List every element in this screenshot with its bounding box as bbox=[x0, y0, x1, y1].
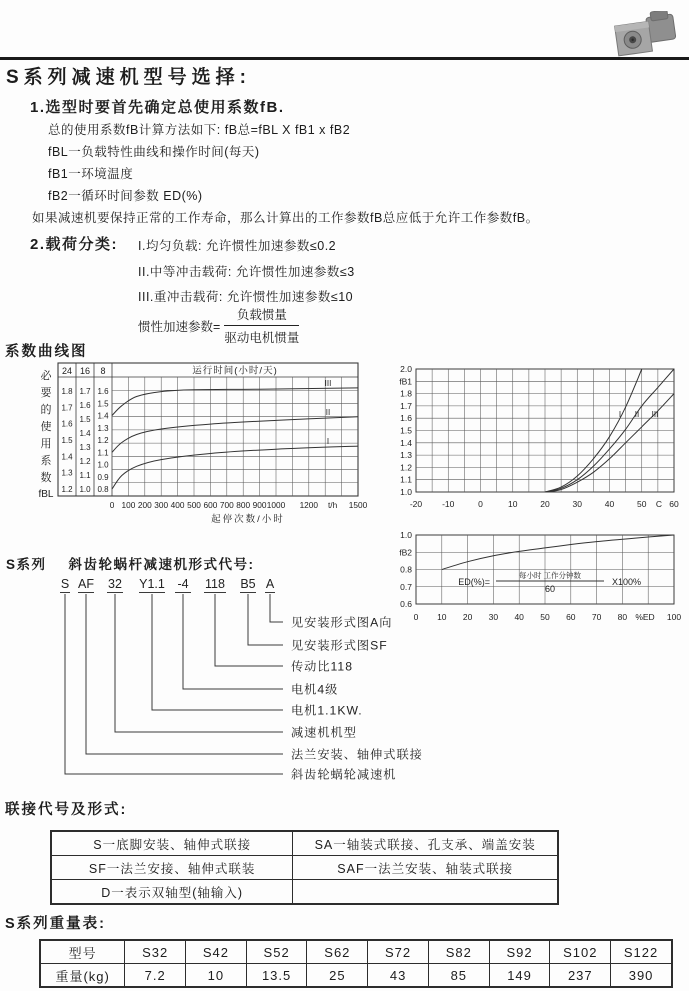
weight-table-wrap bbox=[39, 939, 673, 988]
fb1-temperature-chart bbox=[392, 357, 684, 517]
fbl-x-tick: 1200 bbox=[299, 500, 319, 510]
fb1-x-tick: -20 bbox=[409, 499, 423, 509]
fbl-scale-value: 1.1 bbox=[79, 471, 91, 480]
fb1-x-tick: 50 bbox=[637, 499, 647, 509]
fb1-x-tick: 30 bbox=[572, 499, 582, 509]
fbl-ylabel-char: 用 bbox=[40, 438, 52, 450]
fbl-scale-value: 1.7 bbox=[61, 403, 73, 413]
fb2-x-tick: 100 bbox=[666, 612, 682, 622]
fbl-scale-value: 1.0 bbox=[79, 485, 91, 494]
weight-header-cell: S82 bbox=[428, 941, 489, 964]
formula-fraction bbox=[224, 305, 299, 346]
fbl-scale-value: 1.5 bbox=[79, 415, 91, 424]
code-part: Y1.1 bbox=[139, 577, 165, 591]
fbl-scale-value: 1.6 bbox=[79, 401, 91, 410]
weight-value-cell: 390 bbox=[611, 964, 672, 987]
load-class-item: I.均匀负载: 允许惯性加速参数≤0.2 bbox=[138, 239, 337, 253]
fbl-curve-label: III bbox=[324, 379, 332, 388]
connection-cell: SA一轴装式联接、孔支承、端盖安装 bbox=[293, 832, 558, 856]
fbl-curve-III bbox=[112, 388, 358, 416]
fbl-x-tick: 500 bbox=[187, 500, 201, 510]
fbl-ylabel-char: 要 bbox=[40, 387, 52, 399]
fb2-y-tick: 0.6 bbox=[400, 599, 412, 609]
fan-leader-line bbox=[270, 594, 283, 622]
section1-note: 如果减速机要保持正常的工作寿命，那么计算出的工作参数fB总应低于允许工作参数fB。 bbox=[32, 211, 539, 225]
weight-header-cell: S52 bbox=[246, 941, 307, 964]
fb2-annotation-lhs: ED(%)= bbox=[458, 577, 490, 587]
fbl-ylabel-char: 使 bbox=[40, 421, 52, 433]
fb2-x-tick: 10 bbox=[437, 612, 447, 622]
connection-table-wrap bbox=[50, 830, 559, 905]
weight-header-cell: S62 bbox=[307, 941, 368, 964]
fbl-x-tick: t/h bbox=[327, 500, 338, 510]
fan-label: 电机4级 bbox=[291, 682, 339, 697]
section1-line: fBL一负载特性曲线和操作时间(每天) bbox=[48, 145, 260, 159]
fbl-ylabel bbox=[38, 369, 53, 500]
fbl-curve-label: I bbox=[326, 437, 330, 446]
connection-cell: SF一法兰安接、轴伸式联装 bbox=[52, 856, 293, 880]
weight-header-cell: S42 bbox=[186, 941, 247, 964]
fbl-x-tick: 700 bbox=[219, 500, 234, 510]
code-part: B5 bbox=[240, 577, 256, 591]
fb1-curve-label: I bbox=[618, 410, 622, 419]
fb2-y-tick: 0.8 bbox=[400, 564, 412, 575]
fb1-x-tick: 10 bbox=[508, 499, 518, 509]
fb2-x-tick: 50 bbox=[540, 612, 550, 622]
fbl-scale-header: 8 bbox=[100, 366, 106, 376]
fbl-scale-value: 1.2 bbox=[97, 436, 109, 445]
weight-value-cell: 43 bbox=[368, 964, 429, 987]
gearmotor-photo bbox=[608, 11, 682, 58]
code-part: 118 bbox=[205, 577, 225, 591]
fbl-scale-value: 0.9 bbox=[97, 472, 109, 482]
section2-heading: 2.载荷分类: bbox=[30, 236, 119, 253]
weight-heading: S系列重量表: bbox=[5, 916, 106, 932]
fb1-y-tick: fB1 bbox=[399, 376, 412, 387]
fbl-scale-value: 1.7 bbox=[79, 387, 91, 396]
fb2-annotation-numerator: 每小时 工作分钟数 bbox=[518, 571, 582, 580]
fbl-x-tick: 0 bbox=[109, 500, 115, 510]
connection-heading: 联接代号及形式: bbox=[5, 802, 128, 818]
weight-header-cell: 型号 bbox=[41, 941, 125, 964]
fb1-curve-label: III bbox=[651, 410, 659, 419]
load-class-item: III.重冲击载荷: 允许惯性加速参数≤10 bbox=[138, 290, 354, 304]
code-part: S bbox=[60, 577, 70, 591]
weight-value-cell: 重量(kg) bbox=[41, 964, 125, 987]
weight-value-cell: 25 bbox=[307, 964, 368, 987]
fbl-gridlines bbox=[112, 377, 358, 496]
load-class-item: II.中等冲击载荷: 允许惯性加速参数≤3 bbox=[138, 265, 355, 279]
fbl-ylabel-unit: fBL bbox=[38, 489, 54, 500]
fb1-y-tick: 1.7 bbox=[400, 400, 412, 411]
fb2-x-tick: 0 bbox=[413, 612, 419, 622]
fbl-ylabel-char: 必 bbox=[40, 370, 52, 382]
fb1-y-tick: 1.1 bbox=[400, 474, 412, 485]
header-rule bbox=[0, 57, 689, 60]
fan-label: 斜齿轮蜗轮减速机 bbox=[291, 767, 397, 782]
fbl-ylabel-char: 的 bbox=[40, 404, 52, 416]
fbl-scale-value: 1.3 bbox=[97, 423, 109, 433]
fan-leader-line bbox=[115, 594, 283, 732]
fb2-annotation-suffix: X100% bbox=[612, 577, 642, 587]
formula-denominator: 驱动电机惯量 bbox=[224, 331, 300, 345]
fb2-x-tick: 30 bbox=[488, 612, 499, 622]
fan-leader-line bbox=[65, 594, 283, 774]
fb1-gridlines bbox=[416, 369, 674, 492]
weight-value-cell: 7.2 bbox=[125, 964, 186, 987]
fbl-x-tick: 600 bbox=[203, 500, 218, 510]
connection-cell: SAF一法兰安装、轴装式联接 bbox=[293, 856, 558, 880]
model-code-heading bbox=[6, 553, 255, 573]
fbl-scale-value: 1.4 bbox=[97, 411, 109, 421]
model-code-diagram bbox=[40, 577, 470, 792]
fbl-x-tick: 800 bbox=[236, 500, 251, 510]
fbl-scale-value: 1.2 bbox=[61, 485, 73, 494]
fbl-scale-value: 1.6 bbox=[97, 387, 109, 396]
fbl-x-tick: 300 bbox=[154, 500, 169, 510]
fb1-y-tick: 1.0 bbox=[400, 487, 412, 497]
fbl-scale-value: 1.4 bbox=[79, 429, 91, 438]
fbl-x-tick: 100 bbox=[121, 500, 136, 510]
fbl-scale-value: 1.2 bbox=[79, 457, 91, 466]
weight-header-cell: S72 bbox=[368, 941, 429, 964]
connection-cell: S一底脚安装、轴伸式联接 bbox=[52, 832, 293, 856]
fbl-ylabel-char: 系 bbox=[40, 455, 52, 467]
fbl-x-tick: 900 bbox=[252, 500, 267, 510]
fb1-curve-label: II bbox=[634, 410, 640, 419]
fan-leader-line bbox=[86, 594, 283, 754]
formula-numerator: 负载惯量 bbox=[224, 305, 299, 326]
fbl-x-tick: 400 bbox=[170, 500, 185, 510]
fb1-y-tick: 1.2 bbox=[400, 462, 412, 473]
fbl-xlabel: 起停次数/小时 bbox=[211, 514, 285, 525]
model-code-title: 斜齿轮蜗杆减速机形式代号: bbox=[68, 557, 255, 572]
fan-leader-line bbox=[183, 594, 283, 689]
fan-label: 减速机机型 bbox=[291, 725, 357, 740]
fb1-y-tick: 2.0 bbox=[400, 364, 412, 374]
fbl-x-tick: 1500 bbox=[348, 500, 368, 510]
page-title: S系列减速机型号选择: bbox=[6, 67, 252, 88]
fb2-x-tick: 40 bbox=[514, 612, 524, 622]
weight-header-cell: S32 bbox=[125, 941, 186, 964]
fb2-x-tick: 80 bbox=[617, 612, 628, 622]
fb1-y-tick: 1.8 bbox=[400, 388, 412, 399]
section1-line: fB1一环境温度 bbox=[48, 167, 134, 181]
fb2-y-tick: 0.7 bbox=[400, 581, 412, 592]
fan-label: 传动比118 bbox=[291, 659, 353, 674]
weight-table bbox=[40, 940, 672, 987]
connection-cell bbox=[293, 880, 558, 904]
fbl-scale-value: 1.5 bbox=[61, 436, 73, 445]
fbl-scale-value: 1.4 bbox=[61, 452, 73, 462]
fbl-curve-label: II bbox=[325, 408, 331, 417]
fbl-scale-header: 16 bbox=[79, 366, 91, 376]
weight-value-cell: 237 bbox=[550, 964, 611, 987]
fbl-scale-value: 1.0 bbox=[97, 460, 109, 470]
fbl-scale-value: 1.3 bbox=[61, 468, 73, 478]
fb2-y-tick: 1.0 bbox=[400, 530, 412, 540]
fan-label: 见安装形式图SF bbox=[291, 638, 388, 653]
fb2-x-tick: 70 bbox=[591, 612, 602, 622]
fbl-scale-header: 24 bbox=[61, 366, 73, 376]
fan-label: 电机1.1KW. bbox=[291, 703, 363, 718]
fb1-y-tick: 1.6 bbox=[400, 413, 412, 424]
fbl-scale-value: 1.3 bbox=[79, 443, 91, 452]
fan-label: 法兰安装、轴伸式联接 bbox=[291, 747, 423, 762]
fbl-scale-value: 1.5 bbox=[97, 399, 109, 409]
model-code-prefix: S系列 bbox=[6, 557, 47, 572]
fb2-annotation-denominator: 60 bbox=[544, 584, 556, 594]
fb1-y-tick: 1.5 bbox=[400, 425, 412, 436]
fan-leader-line bbox=[248, 594, 283, 645]
fbl-ylabel-char: 数 bbox=[40, 472, 52, 484]
fb1-x-tick: 60 bbox=[669, 499, 679, 509]
fb1-y-tick: 1.3 bbox=[400, 450, 412, 461]
inertia-formula bbox=[138, 305, 299, 346]
fan-label: 见安装形式图A向 bbox=[291, 615, 393, 630]
fb1-x-tick: 20 bbox=[540, 499, 550, 509]
fbl-title: 运行时间(小时/天) bbox=[192, 365, 278, 377]
fb2-x-tick: 60 bbox=[566, 612, 576, 622]
code-part: AF bbox=[78, 577, 94, 591]
fb1-x-tick: 40 bbox=[604, 499, 615, 509]
section1-heading: 1.选型时要首先确定总使用系数fB. bbox=[30, 99, 285, 116]
section1-line: fB2一循环时间参数 ED(%) bbox=[48, 189, 203, 203]
fb1-x-tick: 0 bbox=[478, 499, 483, 509]
weight-header-cell: S92 bbox=[489, 941, 550, 964]
fbl-x-tick: 200 bbox=[137, 500, 152, 510]
formula-lhs: 惯性加速参数= bbox=[138, 319, 221, 334]
section1-line: 总的使用系数fB计算方法如下: fB总=fBL X fB1 x fB2 bbox=[48, 123, 351, 137]
fbl-scale-value: 1.6 bbox=[61, 419, 73, 429]
code-part: 32 bbox=[108, 577, 122, 591]
connection-table bbox=[51, 831, 558, 904]
weight-header-cell: S122 bbox=[611, 941, 672, 964]
weight-value-cell: 149 bbox=[489, 964, 550, 987]
fan-leader-line bbox=[215, 594, 283, 666]
weight-value-cell: 85 bbox=[428, 964, 489, 987]
fb1-x-tick: C bbox=[655, 499, 663, 509]
fbl-scale-value: 1.1 bbox=[97, 448, 109, 458]
weight-header-cell: S102 bbox=[550, 941, 611, 964]
fbl-coefficient-chart bbox=[36, 359, 368, 529]
charts-heading: 系数曲线图 bbox=[5, 344, 88, 360]
fan-leader-line bbox=[152, 594, 283, 710]
fb2-y-tick: fB2 bbox=[399, 547, 412, 558]
fb1-x-tick: -10 bbox=[442, 499, 455, 509]
fbl-x-tick: 1000 bbox=[266, 500, 286, 510]
connection-cell: D一表示双轴型(轴输入) bbox=[52, 880, 293, 904]
weight-value-cell: 13.5 bbox=[246, 964, 307, 987]
code-part: A bbox=[265, 577, 275, 591]
code-part: -4 bbox=[177, 577, 189, 591]
weight-value-cell: 10 bbox=[186, 964, 247, 987]
fb2-x-tick: %ED bbox=[635, 612, 655, 622]
fb1-y-tick: 1.4 bbox=[400, 437, 412, 448]
fb2-x-tick: 20 bbox=[462, 612, 473, 622]
fbl-scale-value: 1.8 bbox=[61, 387, 73, 396]
fbl-scale-value: 0.8 bbox=[97, 485, 109, 494]
